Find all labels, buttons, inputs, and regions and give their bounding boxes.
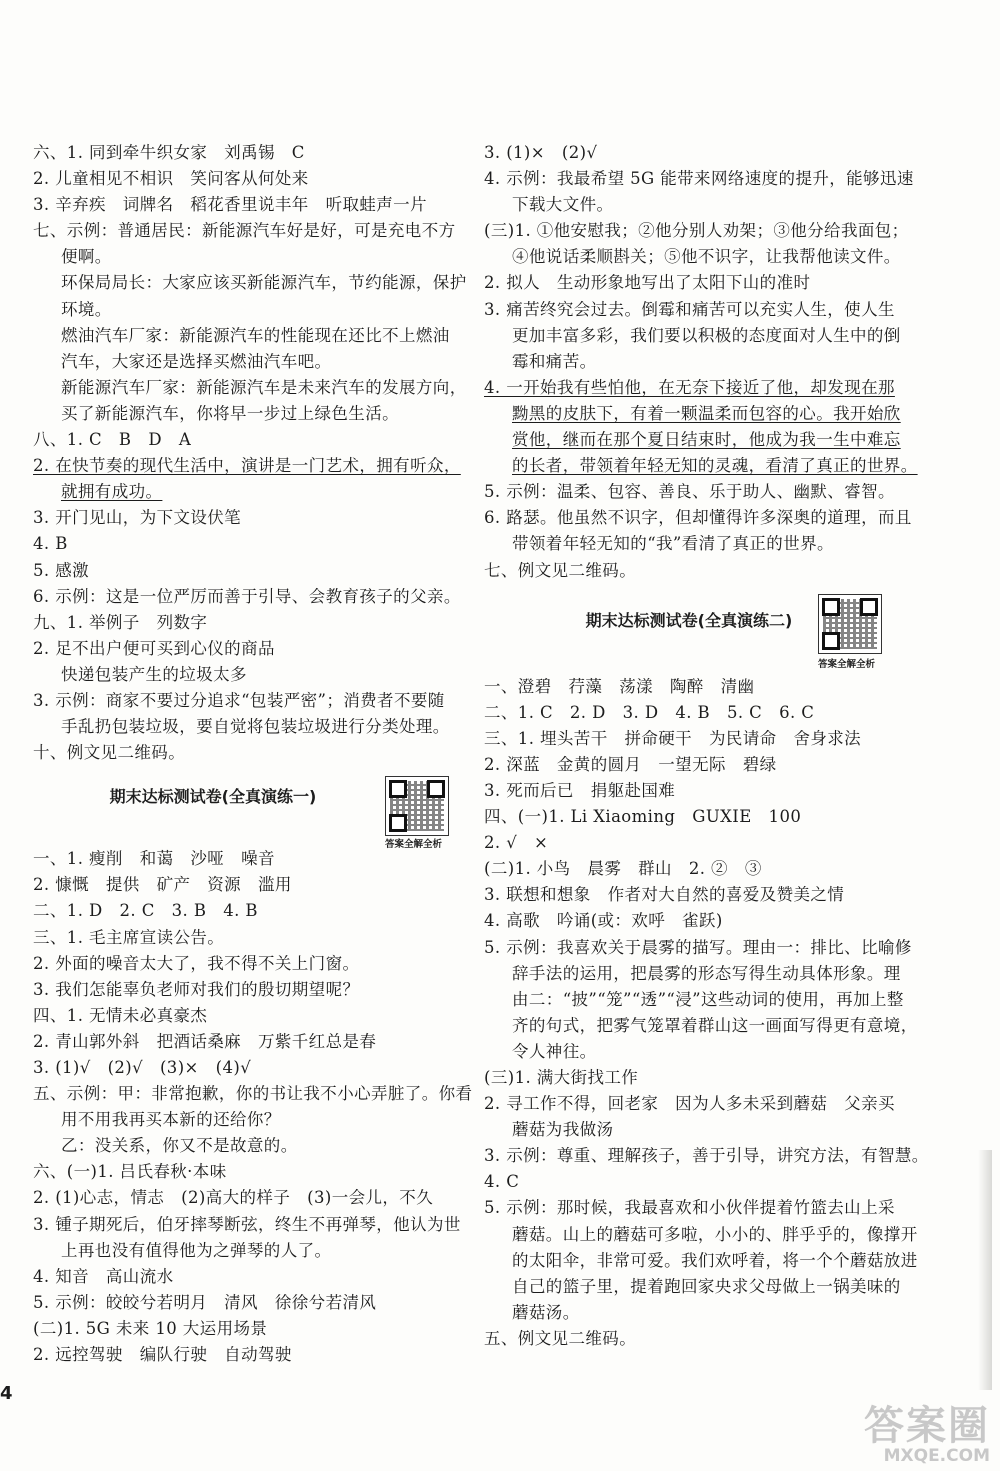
answer-line: 3. (1)× (2)√ bbox=[484, 143, 598, 162]
answer-line: 6. 示例：这是一位严厉而善于引导、会教育孩子的父亲。 bbox=[33, 586, 461, 606]
answer-line: 自己的篮子里，提着跑回家央求父母做上一锅美味的 bbox=[512, 1276, 901, 1296]
answer-line: 的太阳伞，非常可爱。我们欢呼着，将一个个蘑菇放进 bbox=[512, 1250, 918, 1270]
answer-line: 新能源汽车厂家：新能源汽车是未来汽车的发展方向， bbox=[61, 377, 467, 397]
answer-line: 下载大文件。 bbox=[512, 195, 614, 215]
answer-line: 5. 示例：皎皎兮若明月 清风 徐徐兮若清风 bbox=[33, 1292, 377, 1312]
answer-line: 蘑菇。山上的蘑菇可多啦，小小的、胖乎乎的，像撑开 bbox=[512, 1224, 918, 1244]
answer-line: (二)1. 小鸟 晨雾 群山 2. ② ③ bbox=[484, 859, 762, 879]
answer-line: 便啊。 bbox=[61, 247, 112, 267]
answer-line: 2. 外面的噪音太大了，我不得不关上门窗。 bbox=[33, 953, 360, 973]
answer-line: 八、1. C B D A bbox=[33, 430, 192, 450]
answer-line: (三)1. ①他安慰我；②他分别人劝架；③他分给我面包； bbox=[484, 221, 909, 241]
answer-line: 黝黑的皮肤下，有着一颗温柔而包容的心。我开始欣 bbox=[512, 403, 901, 423]
answer-line: 3. 痛苦终究会过去。倒霉和痛苦可以充实人生，使人生 bbox=[484, 299, 895, 319]
answer-line: 5. 示例：那时候，我最喜欢和小伙伴提着竹篮去山上采 bbox=[484, 1198, 895, 1218]
answer-block bbox=[33, 846, 473, 1368]
answer-line: 燃油汽车厂家：新能源汽车的性能现在还比不上燃油 bbox=[61, 325, 450, 345]
answer-line: 3. 死而后已 捐躯赴国难 bbox=[484, 780, 676, 800]
qr-code[interactable] bbox=[818, 594, 882, 654]
answer-line: 3. 联想和想象 作者对大自然的喜爱及赞美之情 bbox=[484, 885, 845, 905]
answer-line: 2. 慷慨 提供 矿产 资源 滥用 bbox=[33, 875, 292, 895]
answer-line: 3. (1)√ (2)√ (3)× (4)√ bbox=[33, 1058, 252, 1077]
answer-line: 2. 足不出户便可买到心仪的商品 bbox=[33, 638, 275, 658]
answer-line: 3. 我们怎能辜负老师对我们的殷切期望呢？ bbox=[33, 979, 360, 999]
answer-line: 2. √ × bbox=[484, 833, 549, 853]
answer-line: 霉和痛苦。 bbox=[512, 351, 597, 371]
answer-line: 七、示例：普通居民：新能源汽车好是好，可是充电不方 bbox=[33, 221, 456, 241]
answer-line: 5. 感激 bbox=[33, 560, 89, 580]
page-edge-shadow bbox=[978, 1150, 992, 1390]
answer-line: 辞手法的运用，把晨雾的形态写得生动具体形象。理 bbox=[512, 963, 901, 983]
answer-line: 5. 示例：温柔、包容、善良、乐于助人、幽默、睿智。 bbox=[484, 482, 895, 502]
answer-line: 赏他，继而在那个夏日结束时，他成为我一生中难忘 bbox=[512, 430, 901, 450]
right-column bbox=[484, 140, 954, 1352]
answer-line: 快递包装产生的垃圾太多 bbox=[61, 664, 247, 684]
answer-line: 3. 开门见山，为下文设伏笔 bbox=[33, 508, 242, 528]
answer-line: 买了新能源汽车，你将早一步过上绿色生活。 bbox=[61, 403, 399, 423]
answer-line: 2. 儿童相见不相识 笑问客从何处来 bbox=[33, 169, 309, 189]
answer-line: 3. 示例：尊重、理解孩子，善于引导，讲究方法，有智慧。 bbox=[484, 1146, 929, 1166]
answer-line: 6. 路瑟。他虽然不识字，但却懂得许多深奥的道理，而且 bbox=[484, 508, 912, 528]
answer-line: 乙：没关系，你又不是故意的。 bbox=[61, 1136, 298, 1156]
section-title: 期末达标测试卷(全真演练一) bbox=[109, 787, 317, 807]
answer-line: 5. 示例：我喜欢关于晨雾的描写。理由一：排比、比喻修 bbox=[484, 937, 912, 957]
answer-line: 六、1. 同到牵牛织女家 刘禹锡 C bbox=[33, 143, 305, 162]
left-column bbox=[33, 140, 473, 1368]
qr-code[interactable] bbox=[385, 776, 449, 836]
answer-line: 十、例文见二维码。 bbox=[33, 743, 186, 763]
section-title: 期末达标测试卷(全真演练二) bbox=[585, 610, 793, 630]
answer-block bbox=[33, 140, 465, 766]
answer-line: 五、例文见二维码。 bbox=[484, 1328, 637, 1348]
answer-line: 由二：“披”“笼”“透”“浸”这些动词的使用，再加上整 bbox=[512, 989, 904, 1009]
answer-line: 一、1. 瘦削 和蔼 沙哑 噪音 bbox=[33, 849, 275, 869]
answer-block bbox=[484, 140, 954, 584]
answer-line: 三、1. 毛主席宣读公告。 bbox=[33, 927, 225, 947]
answer-line: 4. 示例：我最希望 5G 能带来网络速度的提升，能够迅速 bbox=[484, 169, 914, 189]
answer-line: 3. 锺子期死后，伯牙摔琴断弦，终生不再弹琴，他认为世 bbox=[33, 1214, 461, 1234]
answer-line: 四、1. 无情未必真豪杰 bbox=[33, 1005, 208, 1025]
answer-line: 环境。 bbox=[61, 299, 112, 319]
answer-line: 3. 示例：商家不要过分追求“包装严密”；消费者不要随 bbox=[33, 690, 445, 710]
answer-line: 蘑菇为我做汤 bbox=[512, 1120, 614, 1140]
answer-line: 2. 在快节奏的现代生活中，演讲是一门艺术，拥有听众， bbox=[33, 456, 461, 476]
page-number: 4 bbox=[0, 1383, 13, 1404]
answer-line: 三、1. 埋头苦干 拼命硬干 为民请命 舍身求法 bbox=[484, 728, 862, 748]
answer-line: 3. 辛弃疾 词牌名 稻花香里说丰年 听取蛙声一片 bbox=[33, 195, 427, 215]
section-header bbox=[484, 584, 954, 674]
qr-caption: 答案全解全析 bbox=[818, 658, 876, 670]
answer-line: 更加丰富多彩，我们要以积极的态度面对人生中的倒 bbox=[512, 325, 901, 345]
watermark-logo: 答案圈 MXQE.COM bbox=[864, 1403, 990, 1466]
answer-line: 2. (1)心志，情志 (2)高大的样子 (3)一会儿，不久 bbox=[33, 1188, 434, 1208]
answer-line: 二、1. C 2. D 3. D 4. B 5. C 6. C bbox=[484, 702, 815, 722]
answer-line: 上再也没有值得他为之弹琴的人了。 bbox=[61, 1240, 332, 1260]
answer-line: 六、(一)1. 吕氏春秋·本味 bbox=[33, 1162, 227, 1182]
answer-line: 2. 远控驾驶 编队行驶 自动驾驶 bbox=[33, 1345, 292, 1365]
answer-line: 2. 拟人 生动形象地写出了太阳下山的准时 bbox=[484, 273, 811, 293]
answer-line: 的长者，带领着年轻无知的灵魂，看清了真正的世界。 bbox=[512, 456, 918, 476]
answer-line: 五、示例：甲：非常抱歉，你的书让我不小心弄脏了。你看 bbox=[33, 1084, 473, 1104]
answer-line: 4. B bbox=[33, 534, 68, 554]
answer-line: 齐的句式，把雾气笼罩着群山这一画面写得更有意境， bbox=[512, 1015, 918, 1035]
answer-line: ④他说话柔顺斟关；⑤他不识字，让我帮他读文件。 bbox=[512, 247, 901, 267]
answer-line: 2. 寻工作不得，回老家 因为人多未采到蘑菇 父亲买 bbox=[484, 1094, 895, 1114]
answer-line: (二)1. 5G 未来 10 大运用场景 bbox=[33, 1318, 268, 1338]
answer-line: 用不用我再买本新的还给你？ bbox=[61, 1110, 281, 1130]
answer-line: 就拥有成功。 bbox=[61, 482, 163, 502]
answer-line: 一、澄碧 荇藻 荡漾 陶醉 清幽 bbox=[484, 676, 755, 696]
answer-line: 2. 青山郭外斜 把酒话桑麻 万紫千红总是春 bbox=[33, 1031, 377, 1051]
answer-line: 4. C bbox=[484, 1172, 520, 1192]
answer-line: 4. 高歌 吟诵(或：欢呼 雀跃) bbox=[484, 911, 723, 931]
answer-line: (三)1. 满大街找工作 bbox=[484, 1068, 639, 1087]
answer-line: 二、1. D 2. C 3. B 4. B bbox=[33, 901, 258, 921]
answer-line: 令人神往。 bbox=[512, 1041, 597, 1061]
answer-line: 蘑菇汤。 bbox=[512, 1302, 580, 1322]
answer-line: 4. 一开始我有些怕他，在无奈下接近了他，却发现在那 bbox=[484, 377, 895, 397]
answer-line: 四、(一)1. Li Xiaoming GUXIE 100 bbox=[484, 807, 802, 827]
answer-line: 2. 深蓝 金黄的圆月 一望无际 碧绿 bbox=[484, 754, 777, 774]
answer-block bbox=[484, 674, 954, 1352]
answer-line: 带领着年轻无知的“我”看清了真正的世界。 bbox=[512, 534, 834, 554]
answer-line: 汽车，大家还是选择买燃油汽车吧。 bbox=[61, 351, 332, 371]
answer-line: 手乱扔包装垃圾，要自觉将包装垃圾进行分类处理。 bbox=[61, 717, 450, 737]
answer-line: 环保局局长：大家应该买新能源汽车，节约能源，保护 bbox=[61, 273, 467, 293]
qr-caption: 答案全解全析 bbox=[385, 839, 443, 851]
answer-line: 4. 知音 高山流水 bbox=[33, 1266, 174, 1286]
section-header bbox=[33, 766, 465, 851]
answer-line: 九、1. 举例子 列数字 bbox=[33, 612, 208, 632]
answer-line: 七、例文见二维码。 bbox=[484, 560, 637, 580]
